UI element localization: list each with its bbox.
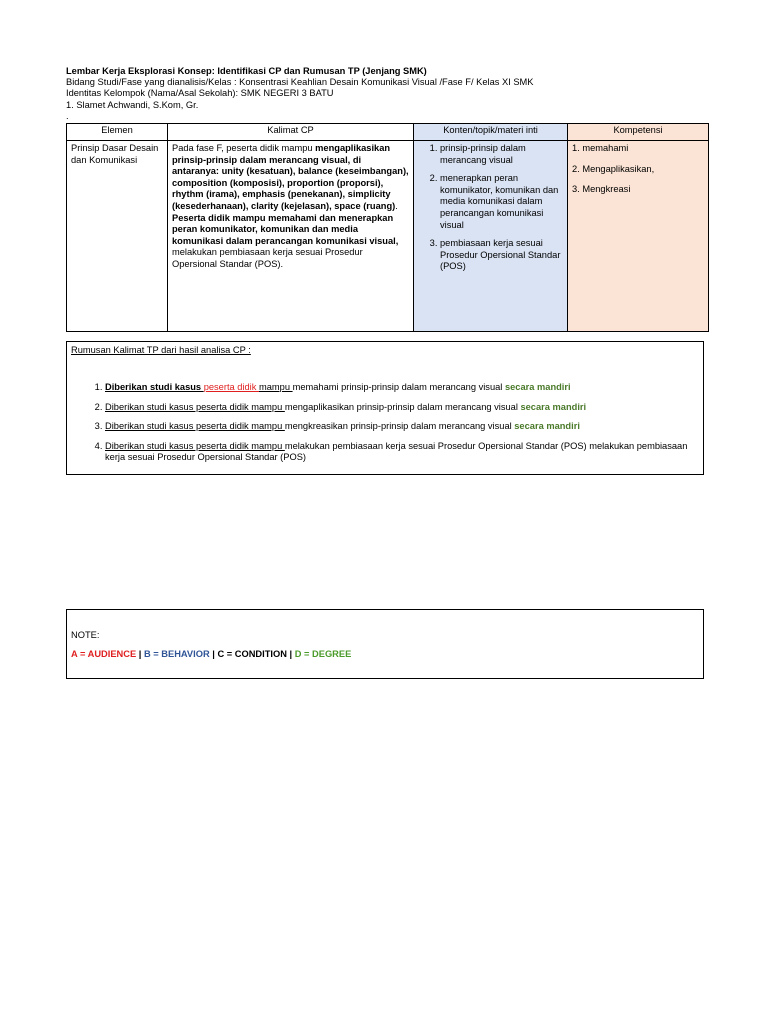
note-label: NOTE: [71,630,100,640]
header-kalimat-cp: Kalimat CP [168,124,414,141]
cell-kompetensi [568,141,709,332]
cp-text-roles: Peserta didik mampu memahami dan menerapkan peran komunikator, komunikan dan media komunikasi dalam perancangan komunikasi visual, [172,212,399,246]
subject-line: Bidang Studi/Fase yang dianalisis/Kelas : Konsentrasi Keahlian Desain Komunikasi Visual /Fase F/ Kelas XI SMK [66,77,534,88]
cp-analysis-table [66,123,709,332]
konten-list [418,143,563,273]
dot-line: . [66,110,69,121]
header-elemen: Elemen [67,124,168,141]
list-item: 2. menerapkan peran komunikator, komunikan dan media komunikasi dalam perancangan komunikasi visual [440,173,563,231]
list-item: 3. pembiasaan kerja sesuai Prosedur Opersional Standar (POS) [440,238,563,273]
header-konten: Konten/topik/materi inti [414,124,568,141]
cell-elemen: Prinsip Dasar Desain dan Komunikasi [67,141,168,332]
abcd-legend [71,649,351,659]
tp-condition: Diberikan studi kasus peserta didik mampu [105,440,285,451]
list-item [105,441,693,464]
cell-konten [414,141,568,332]
table-header-row [67,124,709,141]
list-item [105,421,693,433]
legend-condition: C = CONDITION [217,649,287,659]
cp-text-period: . [395,200,398,211]
table-row [67,141,709,332]
document-title: Lembar Kerja Eksplorasi Konsep: Identifikasi CP dan Rumusan TP (Jenjang SMK) [66,66,427,76]
cell-kalimat-cp [168,141,414,332]
tp-degree: secara mandiri [520,401,587,412]
cp-text-pos: melakukan pembiasaan kerja sesuai Prosedur Opersional Standar (POS). [172,247,363,269]
tp-behavior: mengkreasikan prinsip-prinsip dalam merancang visual [284,421,515,432]
tp-degree: secara mandiri [514,421,580,432]
kompetensi-item: 1. memahami [572,143,629,153]
cp-text-apply: mengaplikasikan prinsip-prinsip dalam merancang visual, di antaranya: unity (kesatuan), balance (keseimbangan), composition (komposisi), proportion (proporsi), rhythm (irama), emphasis (penekanan), simplicity (kesederhanaan), clarity (kejelasan), space (ruang) [172,143,409,211]
tp-condition: Diberikan studi kasus peserta didik mampu [105,401,285,412]
legend-separator: | [136,649,144,659]
tp-title: Rumusan Kalimat TP dari hasil analisa CP : [71,345,251,355]
tp-behavior: memahami prinsip-prinsip dalam merancang visual [292,382,505,392]
tp-list [67,382,703,472]
header-kompetensi: Kompetensi [568,124,709,141]
legend-degree: D = DEGREE [294,649,352,659]
tp-condition: Diberikan studi kasus [105,382,204,392]
legend-separator: | [286,649,295,659]
kompetensi-item: 3. Mengkreasi [572,184,631,195]
legend-behavior: B = BEHAVIOR [143,649,210,659]
legend-audience: A = AUDIENCE [71,649,137,659]
member-line: 1. Slamet Achwandi, S.Kom, Gr. [66,99,199,110]
list-item [105,382,693,394]
tp-audience: peserta didik [203,382,259,392]
legend-separator: | [209,649,218,659]
document-header [66,66,706,122]
tp-behavior: melakukan pembiasaan kerja sesuai Prosedur Opersional Standar (POS) melakukan pembiasaan kerja sesuai Prosedur Opersional Standar (POS) [105,440,688,463]
tp-behavior: mengaplikasikan prinsip-prinsip dalam merancang visual [284,401,521,412]
tp-formulation-box [66,341,704,475]
cp-text-intro: Pada fase F, peserta didik mampu [172,143,316,153]
tp-condition: Diberikan studi kasus peserta didik mampu [105,421,285,432]
list-item: 1. prinsip-prinsip dalam merancang visual [440,143,563,166]
kompetensi-item: 2. Mengaplikasikan, [572,163,655,174]
tp-mampu: mampu [258,382,293,392]
group-identity-line: Identitas Kelompok (Nama/Asal Sekolah): SMK NEGERI 3 BATU [66,88,334,99]
tp-degree: secara mandiri [504,382,571,392]
list-item [105,402,693,414]
note-box [66,609,704,679]
